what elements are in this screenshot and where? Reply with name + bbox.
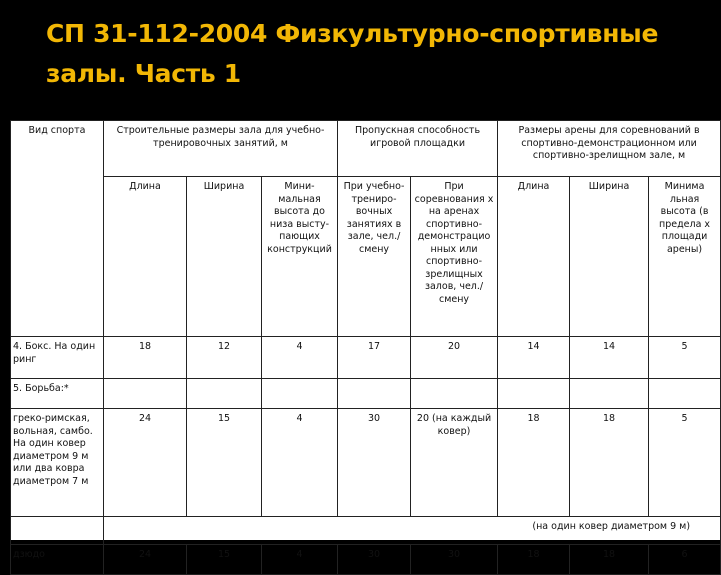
table-row <box>11 409 721 517</box>
cell-training-capacity: 30 <box>338 544 411 574</box>
table-row-note <box>11 517 721 545</box>
footnote-carpet: (на один ковер диаметром 9 м) <box>104 517 721 545</box>
table-row <box>11 337 721 379</box>
cell-arena-width: 18 <box>570 544 649 574</box>
cell-arena-length: 18 <box>498 409 570 517</box>
cell-training-capacity: 17 <box>338 337 411 379</box>
cell-min-height: 4 <box>262 409 338 517</box>
header-sport-type: Вид спорта <box>11 121 104 337</box>
row-sport: дзюдо <box>11 544 104 574</box>
cell-arena-length: 14 <box>498 337 570 379</box>
sports-hall-table <box>10 120 721 575</box>
row-sport: греко-римская, вольная, самбо. На один ковер диаметром 9 м или два ковра диаметром 7 м <box>11 409 104 517</box>
subheader-arena-min-height: Минима льная высота (в предела х площади арены) <box>649 177 721 337</box>
table-sheet <box>10 120 720 560</box>
cell-width: 15 <box>187 544 262 574</box>
subheader-arena-length: Длина <box>498 177 570 337</box>
header-capacity: Пропускная способность игровой площадки <box>338 121 498 177</box>
slide-title: СП 31-112-2004 Физкультурно-спортивные залы. Часть 1 <box>46 19 659 88</box>
header-arena-sizes: Размеры арены для соревнований в спортивно-демонстрационном или спортивно-зрелищном зале, м <box>498 121 721 177</box>
cell-width: 15 <box>187 409 262 517</box>
cell-arena-width: 18 <box>570 409 649 517</box>
subheader-width: Ширина <box>187 177 262 337</box>
cell-competition-capacity: 20 <box>411 337 498 379</box>
cell-length: 18 <box>104 337 187 379</box>
cell-arena-min-height: 6 <box>649 544 721 574</box>
cell-competition-capacity: 20 (на каждый ковер) <box>411 409 498 517</box>
cell-min-height: 4 <box>262 544 338 574</box>
cell-training-capacity: 30 <box>338 409 411 517</box>
cell-arena-min-height: 5 <box>649 337 721 379</box>
cell-competition-capacity: 30 <box>411 544 498 574</box>
cell-arena-min-height: 5 <box>649 409 721 517</box>
row-sport: 5. Борьба:* <box>11 379 104 409</box>
header-construction-sizes: Строительные размеры зала для учебно-тренировочных занятий, м <box>104 121 338 177</box>
table-row <box>11 379 721 409</box>
cell-arena-width: 14 <box>570 337 649 379</box>
table-row <box>11 544 721 574</box>
subheader-competition-capacity: При соревнования х на аренах спортивно-демонстрацио нных или спортивно-зрелищных залов, чел./смену <box>411 177 498 337</box>
subheader-min-height: Мини-мальная высота до низа высту-пающих конструкций <box>262 177 338 337</box>
cell-arena-length: 18 <box>498 544 570 574</box>
subheader-arena-width: Ширина <box>570 177 649 337</box>
cell-length: 24 <box>104 544 187 574</box>
subheader-training-capacity: При учебно-трениро-вочных занятиях в зале, чел./смену <box>338 177 411 337</box>
cell-width: 12 <box>187 337 262 379</box>
row-sport: 4. Бокс. На один ринг <box>11 337 104 379</box>
subheader-length: Длина <box>104 177 187 337</box>
cell-min-height: 4 <box>262 337 338 379</box>
cell-length: 24 <box>104 409 187 517</box>
